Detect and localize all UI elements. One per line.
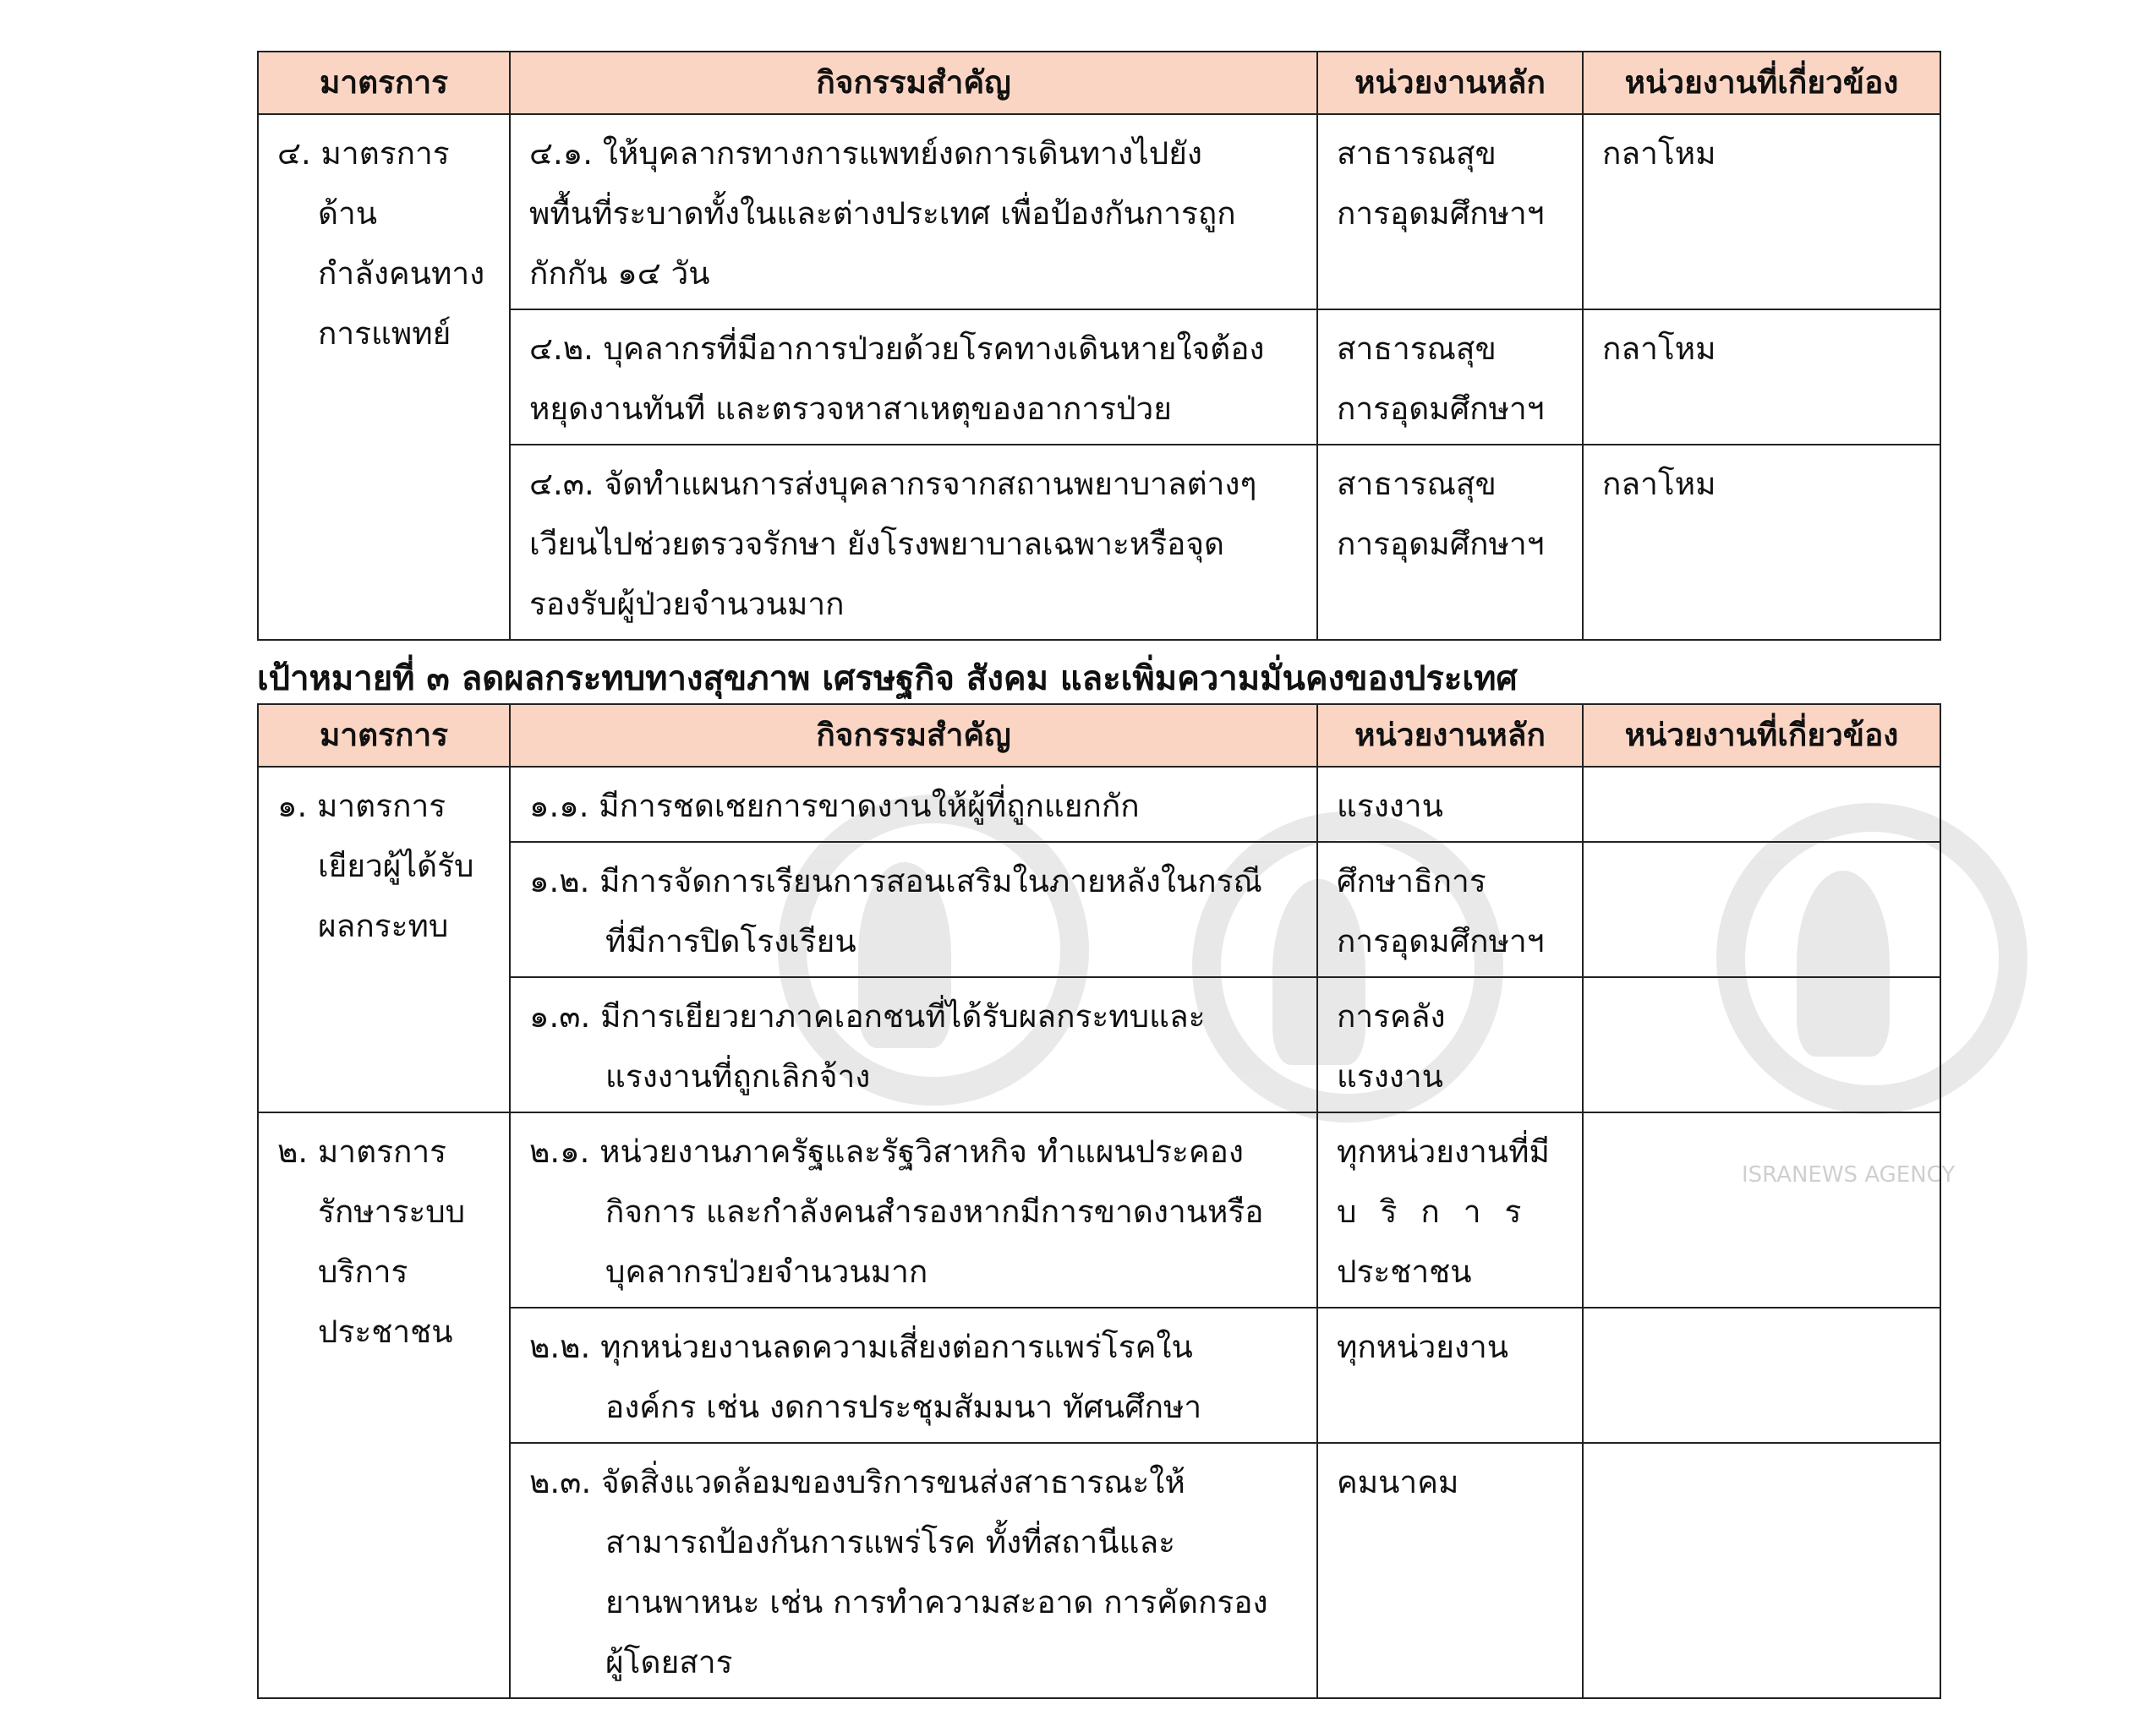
header-main-agency: หน่วยงานหลัก [1317,52,1583,114]
agency-line: สาธารณสุข [1337,466,1497,502]
measure-line: ประชาชน [318,1314,453,1350]
related-agency-cell: กลาโหม [1583,114,1940,309]
table-row [258,1112,1940,1308]
activity-cell [510,977,1317,1112]
activity-cell [510,1112,1317,1308]
measure-line: การแพทย์ [318,315,451,352]
measure-line: กำลังคนทาง [318,255,485,292]
activity-cell [510,309,1317,445]
measure-cell [258,114,510,640]
agency-line: การคลัง [1337,998,1446,1035]
activity-cell [510,1308,1317,1443]
related-agency-cell [1583,842,1940,977]
activity-line: กักกัน ๑๔ วัน [529,255,710,292]
agency-line: แรงงาน [1337,1058,1443,1095]
activity-number: ๒.๒. [529,1329,591,1365]
measure-cell [258,767,510,1112]
main-agency-cell [1317,1308,1583,1443]
table-header-row [258,704,1940,767]
table-row [258,842,1940,977]
activity-line: เวียนไปช่วยตรวจรักษา ยังโรงพยาบาลเฉพาะหรือจุด [529,526,1225,562]
measure-line: ๑. มาตรการ [277,788,446,824]
activity-number: ๒.๑. [529,1134,590,1170]
agency-line: ทุกหน่วยงานที่มี [1337,1134,1550,1170]
activity-line: องค์กร เช่น งดการประชุมสัมมนา ทัศนศึกษา [605,1389,1202,1425]
activity-line: ๔.๑. ให้บุคลากรทางการแพทย์งดการเดินทางไปยัง [529,135,1202,172]
activity-line: จัดสิ่งแวดล้อมของบริการขนส่งสาธารณะให้ [600,1464,1185,1500]
activity-cell [510,842,1317,977]
agency-line: ศึกษาธิการ [1337,863,1486,899]
related-agency-cell: กลาโหม [1583,309,1940,445]
activity-line: แรงงานที่ถูกเลิกจ้าง [605,1058,871,1095]
related-agency-cell [1583,767,1940,842]
activity-number: ๑.๑. [529,788,589,824]
table-row [258,977,1940,1112]
header-measure: มาตรการ [258,704,510,767]
activity-number: ๑.๓. [529,998,591,1035]
header-related-agency: หน่วยงานที่เกี่ยวข้อง [1583,704,1940,767]
activity-cell [510,1443,1317,1698]
activity-line: ๔.๒. บุคลากรที่มีอาการป่วยด้วยโรคทางเดินหายใจต้อง [529,331,1265,367]
table-row [258,1308,1940,1443]
activity-line: ทุกหน่วยงานลดความเสี่ยงต่อการแพร่โรคใน [600,1329,1193,1365]
activity-line: บุคลากรป่วยจำนวนมาก [605,1254,928,1290]
watermark-agency-text: ISRANEWS AGENCY [1742,1162,1956,1188]
header-related-agency: หน่วยงานที่เกี่ยวข้อง [1583,52,1940,114]
measure-line: รักษาระบบ [318,1194,466,1230]
activity-line: มีการเยียวยาภาคเอกชนที่ได้รับผลกระทบและ [600,998,1206,1035]
activity-number: ๑.๒. [529,863,590,899]
measures-table-1 [257,51,1941,641]
table-row [258,767,1940,842]
related-agency-cell [1583,1112,1940,1308]
activity-line: มีการชดเชยการขาดงานให้ผู้ที่ถูกแยกกัก [599,788,1140,824]
activity-line: สามารถป้องกันการแพร่โรค ทั้งที่สถานีและ [605,1524,1175,1560]
goal-heading: เป้าหมายที่ ๓ ลดผลกระทบทางสุขภาพ เศรษฐกิจ สังคม และเพิ่มความมั่นคงของประเทศ [257,659,1518,698]
agency-line: การอุดมศึกษาฯ [1337,923,1545,959]
agency-line: แรงงาน [1337,788,1443,824]
related-agency-cell [1583,1308,1940,1443]
related-agency-cell [1583,977,1940,1112]
measure-line: ด้าน [318,195,378,232]
activity-line: ผู้โดยสาร [605,1644,733,1680]
header-activity: กิจกรรมสำคัญ [510,704,1317,767]
measure-line: ๔. มาตรการ [277,135,450,172]
activity-number: ๒.๓. [529,1464,592,1500]
table-row [258,445,1940,640]
related-agency-cell [1583,1443,1940,1698]
measure-line: บริการ [318,1254,408,1290]
table-row [258,309,1940,445]
measure-line: ๒. มาตรการ [277,1134,447,1170]
activity-line: กิจการ และกำลังคนสำรองหากมีการขาดงานหรือ [605,1194,1264,1230]
agency-line: คมนาคม [1337,1464,1459,1500]
main-agency-cell [1317,1112,1583,1308]
main-agency-cell [1317,842,1583,977]
agency-line: สาธารณสุข [1337,331,1497,367]
header-measure: มาตรการ [258,52,510,114]
measures-table-2 [257,703,1941,1699]
measure-cell [258,1112,510,1698]
main-agency-cell [1317,445,1583,640]
activity-line: ๔.๓. จัดทำแผนการส่งบุคลากรจากสถานพยาบาลต่างๆ [529,466,1257,502]
agency-line: สาธารณสุข [1337,135,1497,172]
activity-line: รองรับผู้ป่วยจำนวนมาก [529,586,845,622]
main-agency-cell [1317,767,1583,842]
agency-line: ทุกหน่วยงาน [1337,1329,1509,1365]
activity-cell [510,445,1317,640]
main-agency-cell [1317,309,1583,445]
activity-cell [510,767,1317,842]
activity-line: ที่มีการปิดโรงเรียน [605,923,856,959]
header-main-agency: หน่วยงานหลัก [1317,704,1583,767]
table-header-row [258,52,1940,114]
agency-line: การอุดมศึกษาฯ [1337,526,1545,562]
activity-line: หน่วยงานภาครัฐและรัฐวิสาหกิจ ทำแผนประคอง [599,1134,1244,1170]
measure-line: ผลกระทบ [318,908,449,944]
agency-line: ประชาชน [1337,1254,1472,1290]
main-agency-cell [1317,1443,1583,1698]
header-activity: กิจกรรมสำคัญ [510,52,1317,114]
activity-line: ยานพาหนะ เช่น การทำความสะอาด การคัดกรอง [605,1584,1268,1620]
agency-line: บริการ [1337,1194,1546,1230]
main-agency-cell [1317,114,1583,309]
related-agency-cell: กลาโหม [1583,445,1940,640]
agency-line: การอุดมศึกษาฯ [1337,391,1545,427]
agency-line: การอุดมศึกษาฯ [1337,195,1545,232]
activity-line: หยุดงานทันที และตรวจหาสาเหตุของอาการป่วย [529,391,1172,427]
activity-cell [510,114,1317,309]
table-row [258,114,1940,309]
main-agency-cell [1317,977,1583,1112]
measure-line: เยียวผู้ได้รับ [318,848,474,884]
activity-line: พทื้นที่ระบาดทั้งในและต่างประเทศ เพื่อป้องกันการถูก [529,195,1236,232]
activity-line: มีการจัดการเรียนการสอนเสริมในภายหลังในกรณี [599,863,1262,899]
table-row [258,1443,1940,1698]
